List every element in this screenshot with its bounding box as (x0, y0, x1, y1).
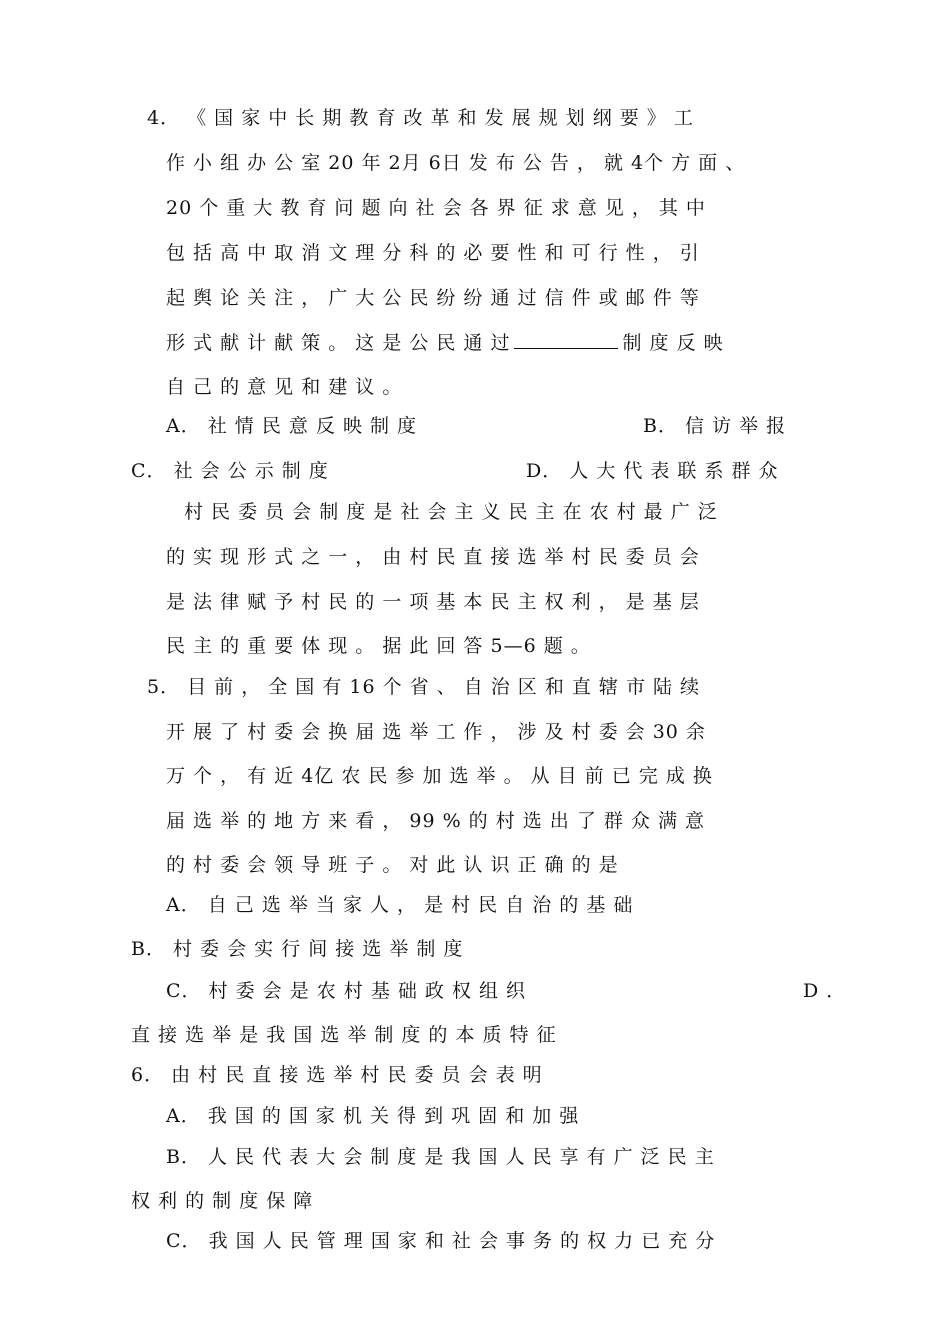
q4-line-4: 包 括 高 中 取 消 文 理 分 科 的 必 要 性 和 可 行 性 ， 引 (166, 242, 700, 264)
q6-option-a: A． 我 国 的 国 家 机 关 得 到 巩 固 和 加 强 (166, 1105, 580, 1127)
q5-option-b: B． 村 委 会 实 行 间 接 选 举 制 度 (131, 938, 464, 960)
q5-line-3: 万 个 ， 有 近 4亿 农 民 参 加 选 举 。 从 目 前 已 完 成 换 (166, 765, 713, 787)
intro-line-4: 民 主 的 重 要 体 现 。 据 此 回 答 5—6 题 。 (166, 635, 591, 657)
q4-line-6: 形 式 献 计 献 策 。 这 是 公 民 通 过 制 度 反 映 (166, 332, 724, 354)
q5-option-a: A． 自 己 选 举 当 家 人 ， 是 村 民 自 治 的 基 础 (166, 894, 634, 916)
q4-line-2: 作 小 组 办 公 室 20 年 2月 6日 发 布 公 告 ， 就 4个 方 面 、 (166, 152, 746, 174)
q4-line-3: 20 个 重 大 教 育 问 题 向 社 会 各 界 征 求 意 见 ， 其 中 (166, 197, 706, 219)
q5-line-5: 的 村 委 会 领 导 班 子 。 对 此 认 识 正 确 的 是 (166, 854, 619, 876)
q4-option-c: C． 社 会 公 示 制 度 (131, 460, 329, 482)
q5-option-c: C． 村 委 会 是 农 村 基 础 政 权 组 织 (166, 980, 527, 1002)
intro-line-3: 是 法 律 赋 予 村 民 的 一 项 基 本 民 主 权 利 ， 是 基 层 (166, 591, 700, 613)
q4-line-1 (147, 106, 837, 130)
q6-option-b-line-1: B． 人 民 代 表 大 会 制 度 是 我 国 人 民 享 有 广 泛 民 主 (166, 1146, 715, 1168)
q4-option-b: B． 信 访 举 报 (643, 415, 787, 437)
q4-option-a: A． 社 情 民 意 反 映 制 度 (166, 415, 418, 437)
q4-line-1-text: 4． 《 国 家 中 长 期 教 育 改 革 和 发 展 规 划 纲 要 》 工 (147, 107, 694, 129)
q5-option-d-text: 直 接 选 举 是 我 国 选 举 制 度 的 本 质 特 征 (131, 1024, 557, 1046)
q4-option-d: D． 人 大 代 表 联 系 群 众 (526, 460, 779, 482)
q5-line-2: 开 展 了 村 委 会 换 届 选 举 工 作 ， 涉 及 村 委 会 30 余 (166, 721, 706, 743)
q5-option-d-label: D ． (803, 980, 847, 1002)
intro-line-2: 的 实 现 形 式 之 一 ， 由 村 民 直 接 选 举 村 民 委 员 会 (166, 546, 700, 568)
q4-line-5: 起 舆 论 关 注 ， 广 大 公 民 纷 纷 通 过 信 件 或 邮 件 等 (166, 287, 700, 309)
q6-line-1: 6． 由 村 民 直 接 选 举 村 民 委 员 会 表 明 (131, 1064, 543, 1086)
q5-line-1: 5． 目 前 ， 全 国 有 16 个 省 、 自 治 区 和 直 辖 市 陆 续 (147, 676, 701, 698)
q6-option-c: C． 我 国 人 民 管 理 国 家 和 社 会 事 务 的 权 力 已 充 分 (166, 1230, 716, 1252)
q5-line-4: 届 选 举 的 地 方 来 看 ， 99 % 的 村 选 出 了 群 众 满 意 (166, 810, 705, 832)
intro-line-1: 村 民 委 员 会 制 度 是 社 会 主 义 民 主 在 农 村 最 广 泛 (184, 501, 718, 523)
q6-option-b-line-2: 权 利 的 制 度 保 障 (131, 1190, 314, 1212)
q4-line-7: 自 己 的 意 见 和 建 议 。 (166, 376, 403, 398)
answer-blank (514, 330, 618, 349)
